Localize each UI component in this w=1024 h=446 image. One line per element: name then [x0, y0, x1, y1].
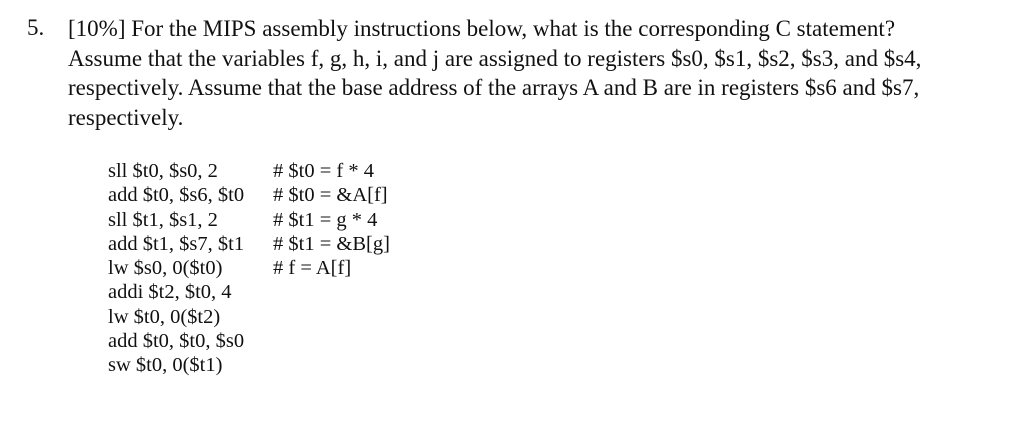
code-line [108, 305, 390, 329]
code-line [108, 159, 390, 183]
code-comment: # $t1 = g * 4 [273, 208, 378, 231]
question-line: [10%] For the MIPS assembly instructions below, what is the corresponding C statement? [68, 16, 896, 41]
code-comment: # f = A[f] [273, 257, 352, 280]
code-instruction: lw $t0, 0($t2) [108, 305, 221, 328]
code-line [108, 256, 390, 280]
code-instruction: addi $t2, $t0, 4 [108, 281, 232, 304]
code-instruction: sw $t0, 0($t1) [108, 354, 223, 377]
mips-code-block [108, 159, 390, 378]
code-line [108, 183, 390, 207]
code-comment: # $t0 = f * 4 [273, 160, 374, 182]
code-line [108, 280, 390, 304]
question-line: respectively. [68, 104, 184, 130]
question-line: Assume that the variables f, g, h, i, and j are assigned to registers $s0, $s1, $s2, $s3, and $s4, [68, 45, 922, 71]
code-instruction: add $t0, $s6, $t0 [108, 184, 245, 207]
code-instruction: add $t0, $t0, $s0 [108, 330, 245, 353]
question-line: respectively. Assume that the base address of the arrays A and B are in registers $s6 and $s7, [68, 75, 920, 100]
code-instruction: sll $t0, $s0, 2 [108, 160, 218, 182]
code-line [108, 353, 390, 377]
code-comment: # $t1 = &B[g] [273, 232, 390, 255]
code-line [108, 329, 390, 353]
code-instruction: sll $t1, $s1, 2 [108, 208, 218, 231]
code-comment: # $t0 = &A[f] [273, 184, 388, 207]
code-instruction: add $t1, $s7, $t1 [108, 232, 245, 255]
code-instruction: lw $s0, 0($t0) [108, 257, 223, 280]
code-line [108, 208, 390, 232]
question-number: 5. [27, 15, 45, 40]
code-line [108, 232, 390, 256]
question-text [68, 14, 1013, 132]
